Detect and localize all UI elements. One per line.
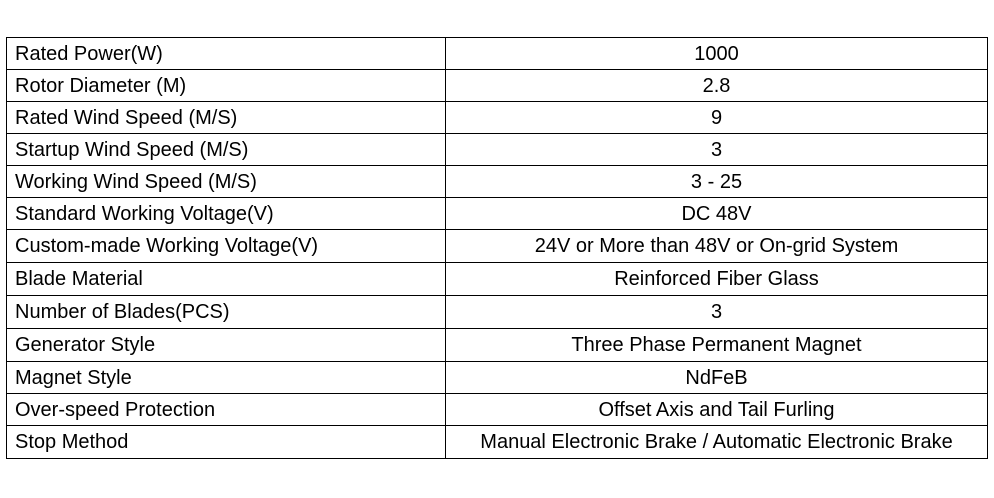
spec-value: Manual Electronic Brake / Automatic Electronic Brake <box>446 426 988 459</box>
spec-value: 9 <box>446 102 988 134</box>
spec-label: Generator Style <box>7 329 446 362</box>
spec-label: Blade Material <box>7 263 446 296</box>
table-row-rated-power <box>7 38 988 70</box>
spec-label: Stop Method <box>7 426 446 459</box>
table-row-custom-working-voltage <box>7 230 988 263</box>
table-row-startup-wind-speed <box>7 134 988 166</box>
specification-table-body <box>7 38 988 459</box>
spec-label: Over-speed Protection <box>7 394 446 426</box>
spec-label: Rated Power(W) <box>7 38 446 70</box>
table-row-rated-wind-speed <box>7 102 988 134</box>
spec-label: Number of Blades(PCS) <box>7 296 446 329</box>
spec-label: Working Wind Speed (M/S) <box>7 166 446 198</box>
table-row-stop-method <box>7 426 988 459</box>
spec-value: 3 <box>446 134 988 166</box>
spec-value: 2.8 <box>446 70 988 102</box>
table-row-number-of-blades <box>7 296 988 329</box>
table-row-rotor-diameter <box>7 70 988 102</box>
table-row-magnet-style <box>7 362 988 394</box>
spec-label: Standard Working Voltage(V) <box>7 198 446 230</box>
spec-value: 24V or More than 48V or On-grid System <box>446 230 988 263</box>
spec-value: 1000 <box>446 38 988 70</box>
table-row-generator-style <box>7 329 988 362</box>
specification-table <box>6 37 988 459</box>
spec-value: NdFeB <box>446 362 988 394</box>
spec-label: Custom-made Working Voltage(V) <box>7 230 446 263</box>
table-row-working-wind-speed <box>7 166 988 198</box>
table-row-blade-material <box>7 263 988 296</box>
spec-label: Magnet Style <box>7 362 446 394</box>
spec-label: Rated Wind Speed (M/S) <box>7 102 446 134</box>
table-row-standard-working-voltage <box>7 198 988 230</box>
spec-value: 3 - 25 <box>446 166 988 198</box>
spec-value: Offset Axis and Tail Furling <box>446 394 988 426</box>
table-row-over-speed-protection <box>7 394 988 426</box>
spec-value: DC 48V <box>446 198 988 230</box>
spec-value: Reinforced Fiber Glass <box>446 263 988 296</box>
spec-value: Three Phase Permanent Magnet <box>446 329 988 362</box>
spec-label: Rotor Diameter (M) <box>7 70 446 102</box>
spec-label: Startup Wind Speed (M/S) <box>7 134 446 166</box>
spec-value: 3 <box>446 296 988 329</box>
